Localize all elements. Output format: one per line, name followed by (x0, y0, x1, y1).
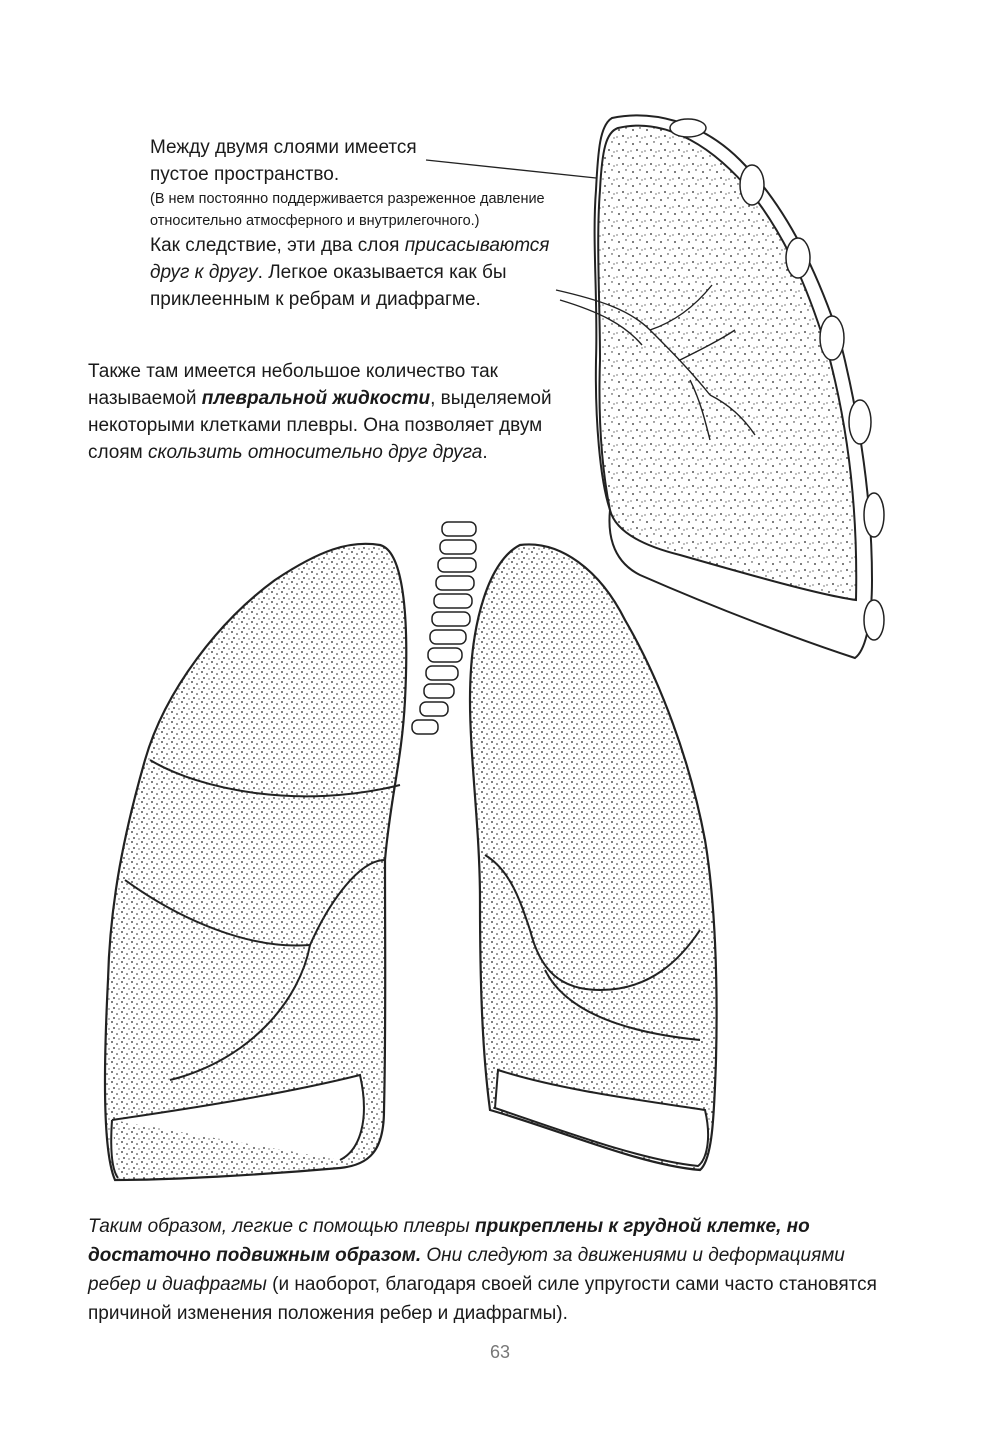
note-line-2: пустое пространство. (150, 164, 340, 185)
pleural-fluid-term: плевральной жидкости (201, 388, 431, 409)
summary-paragraph: Таким образом, легкие с помощью плевры прикреплены к грудной клетке, но достаточно подвижным образом. Они следуют за движениями и деформациями ребер и диафрагмы (и наоборот, благодаря своей силе упругости сами часто становятся причиной изменения положения ребер и диафрагмы). (88, 1216, 877, 1324)
note-line-1: Между двумя слоями имеется (150, 137, 417, 158)
note-consequence-italic: присасываются друг к другу (150, 235, 550, 283)
note-consequence: Как следствие, эти два слоя присасываются друг к другу. Легкое оказывается как бы приклеенным к ребрам и диафрагме. (150, 235, 550, 310)
page-number: 63 (489, 1342, 511, 1362)
trachea (412, 522, 476, 734)
note-pressure-remark: (В нем постоянно поддерживается разреженное давление относительно атмосферного и внутрилегочного.) (150, 191, 545, 229)
summary-bold-phrase: прикреплены к грудной клетке, но достаточно подвижным образом. (88, 1216, 810, 1266)
slide-phrase: скользить относительно друг друга (148, 442, 483, 463)
pleural-fluid-paragraph: Также там имеется небольшое количество так называемой плевральной жидкости, выделяемой некоторыми клетками плевры. Она позволяет двум слоям скользить относительно друг друга. (88, 361, 552, 463)
